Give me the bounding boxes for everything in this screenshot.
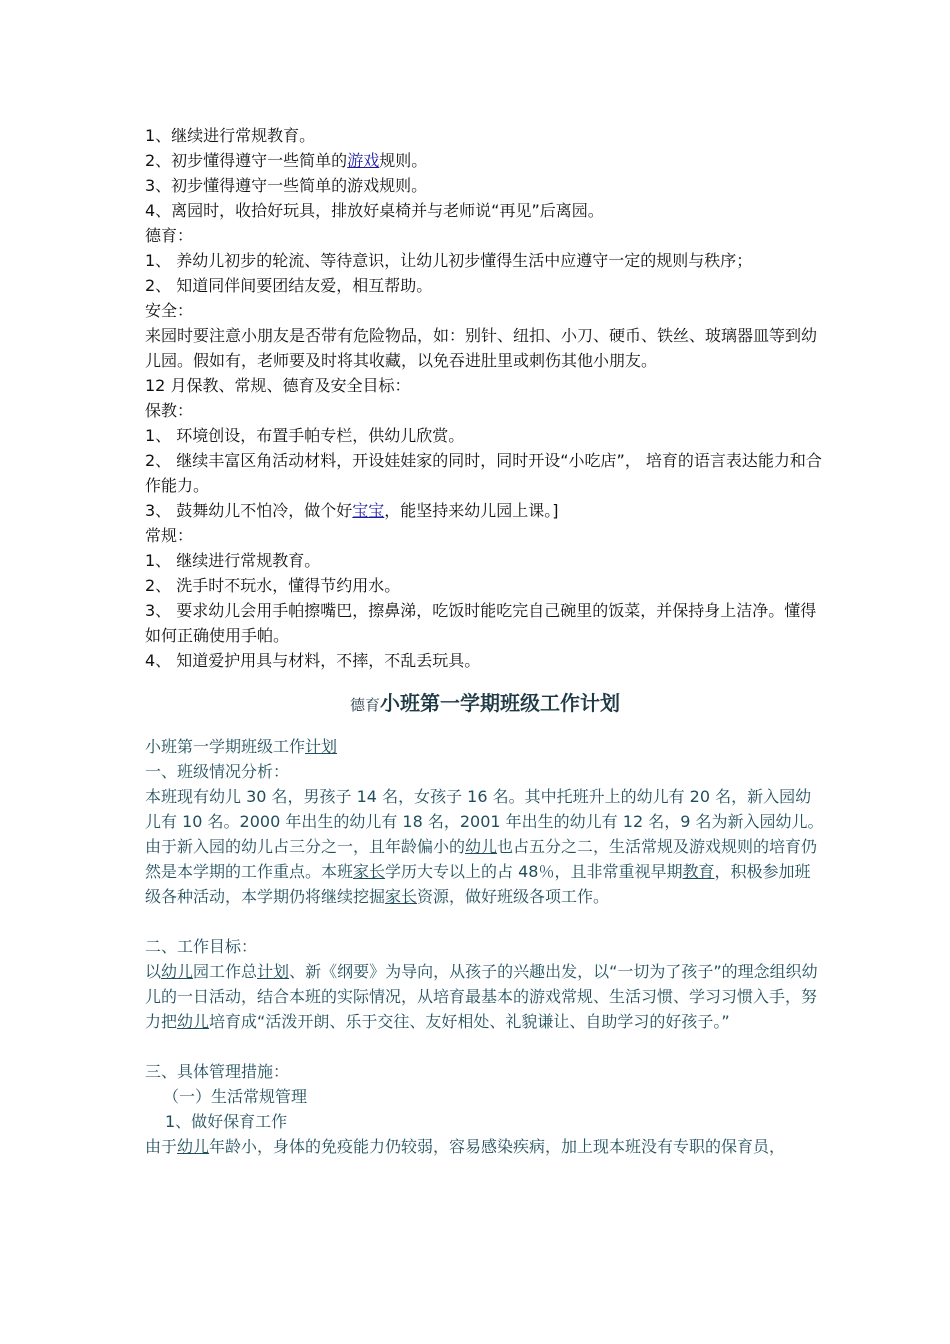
goals-heading: 二、工作目标： — [145, 937, 258, 956]
life-routine-heading: （一）生活常规管理 — [163, 1087, 308, 1106]
routine-item-3: 3、 要求幼儿会用手帕擦嘴巴，擦鼻涕，吃饭时能吃完自己碗里的饭菜，并保持身上洁净。懂得如何正确使用手帕。 — [145, 601, 817, 645]
section-title — [145, 691, 825, 718]
care-item-1: 1、 环境创设，布置手帕专栏，供幼儿欣赏。 — [145, 426, 465, 445]
moral-item-1: 1、 养幼儿初步的轮流、等待意识，让幼儿初步懂得生活中应遵守一定的规则与秩序； — [145, 251, 753, 270]
child-link-4[interactable]: 幼儿 — [177, 1137, 210, 1156]
analysis-text: 本班现有幼儿 30 名，男孩子 14 名，女孩子 16 名。其中托班升上的幼儿有 20 名，新入园幼儿有 10 名。2000 年出生的幼儿有 18 名，2001 年出生的幼儿有 12 名，9 名为新入园幼儿。由于新入园的幼儿占三分之一，且年龄偏小的幼儿也占五分之二，生活常规及游戏规则的培育仍然是本学期的工作重点。本班家长学历大专以上的占 48％，且非常重视早期教育，积极参加班级各种活动，本学期仍将继续挖掘家长资源，做好班级各项工作。 — [145, 787, 824, 906]
routine-item-2: 2、 洗手时不玩水，懂得节约用水。 — [145, 576, 401, 595]
analysis-heading: 一、班级情况分析： — [145, 762, 290, 781]
routine-item-4: 4、 知道爱护用具与材料，不摔，不乱丢玩具。 — [145, 651, 481, 670]
document-page — [145, 123, 825, 1159]
care-item-3: 3、 鼓舞幼儿不怕冷，做个好宝宝，能坚持来幼儿园上课。] — [145, 501, 559, 520]
goal-line-3: 3、初步懂得遵守一些简单的游戏规则。 — [145, 176, 428, 195]
parent-link-1[interactable]: 家长 — [353, 862, 386, 881]
goal-line-1: 1、继续进行常规教育。 — [145, 126, 316, 145]
goal-line-4: 4、离园时，收拾好玩具，排放好桌椅并与老师说“再见”后离园。 — [145, 201, 604, 220]
safety-heading: 安全： — [145, 301, 194, 320]
child-link-1[interactable]: 幼儿 — [465, 837, 498, 856]
title-main: 小班第一学期班级工作计划 — [380, 691, 620, 715]
nursing-text: 由于幼儿年龄小，身体的免疫能力仍较弱，容易感染疾病，加上现本班没有专职的保育员， — [145, 1137, 786, 1156]
plan-link-2[interactable]: 计划 — [257, 962, 290, 981]
routine-heading: 常规： — [145, 526, 194, 545]
parent-link-2[interactable]: 家长 — [385, 887, 418, 906]
games-link[interactable]: 游戏 — [347, 151, 380, 170]
plan-link[interactable]: 计划 — [305, 737, 338, 756]
nursing-heading: 1、做好保育工作 — [165, 1112, 288, 1131]
child-link-3[interactable]: 幼儿 — [177, 1012, 210, 1031]
plan-subtitle: 小班第一学期班级工作计划 — [145, 737, 338, 756]
child-link-2[interactable]: 幼儿 — [161, 962, 194, 981]
care-education-heading: 保教： — [145, 401, 194, 420]
care-item-2: 2、 继续丰富区角活动材料，开设娃娃家的同时，同时开设“小吃店”， 培育的语言表达能力和合作能力。 — [145, 451, 822, 495]
plan-body — [145, 734, 825, 1159]
measures-heading: 三、具体管理措施： — [145, 1062, 290, 1081]
baby-link[interactable]: 宝宝 — [352, 501, 385, 520]
moral-item-2: 2、 知道同伴间要团结友爱，相互帮助。 — [145, 276, 433, 295]
goals-text: 以幼儿园工作总计划、新《纲要》为导向，从孩子的兴趣出发，以“一切为了孩子”的理念组织幼儿的一日活动，结合本班的实际情况，从培育最基本的游戏常规、生活习惯、学习习惯入手，努力把幼儿培育成“活泼开朗、乐于交往、友好相处、礼貌谦让、自助学习的好孩子。” — [145, 962, 818, 1031]
moral-heading: 德育： — [145, 226, 194, 245]
education-link[interactable]: 教育 — [682, 862, 715, 881]
goal-line-2: 2、初步懂得遵守一些简单的游戏规则。 — [145, 151, 428, 170]
title-prefix: 德育 — [349, 696, 380, 714]
safety-text: 来园时要注意小朋友是否带有危险物品，如：别针、纽扣、小刀、硬币、铁丝、玻璃器皿等到幼儿园。假如有，老师要及时将其收藏，以免吞进肚里或刺伤其他小朋友。 — [145, 326, 818, 370]
december-goals-heading: 12 月保教、常规、德育及安全目标： — [145, 376, 411, 395]
routine-item-1: 1、 继续进行常规教育。 — [145, 551, 321, 570]
